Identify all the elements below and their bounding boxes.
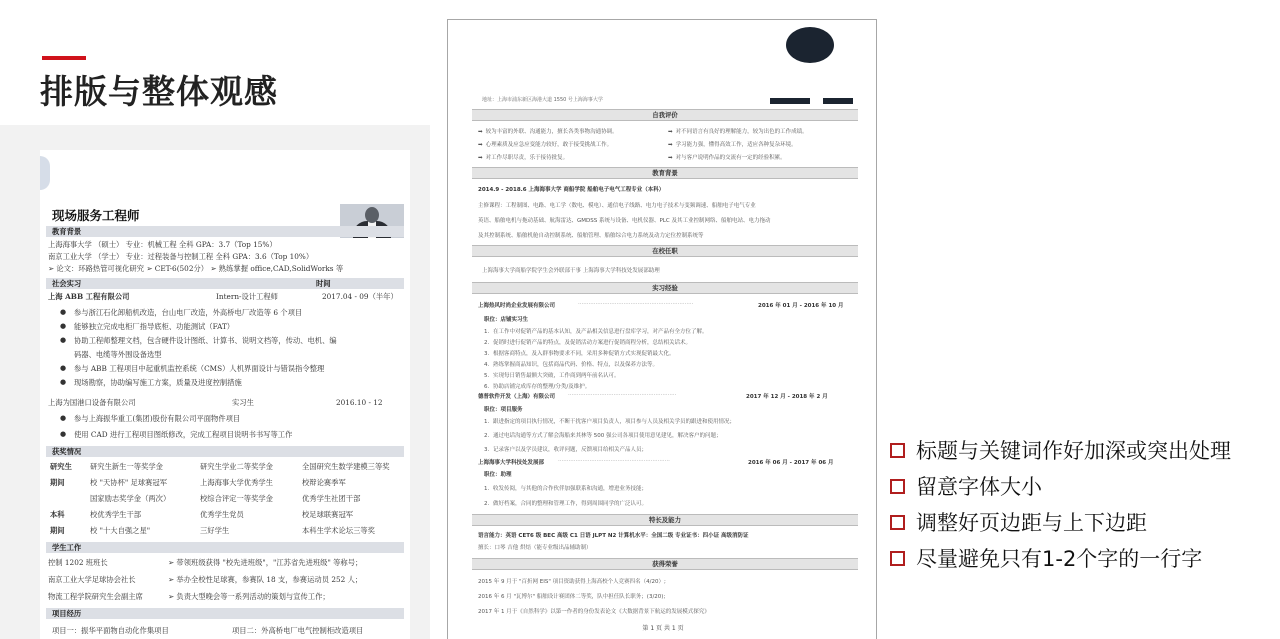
- skills-line: 语言能力：英语 CET6 级 BEC 高级 C1 日语 JLPT N2 计算机水平：全国二级 专业证书：四小证 高级消防证: [478, 533, 749, 539]
- education-extra: ➢ 论文：环路热管可视化研究 ➢ CET-6(502分） ➢ 熟练掌握 office,CAD,SolidWorks 等: [48, 264, 344, 273]
- student-work-role: 控制 1202 班班长: [48, 558, 108, 567]
- award-item: 全国研究生数学建模三等奖: [302, 462, 390, 471]
- checkbox-icon: [890, 551, 905, 566]
- doc-page-footer: 第 1 页 共 1 页: [642, 625, 684, 632]
- skills-line: 擅长：口琴 吉他 烘焙（能专业级出品辅助制）: [478, 545, 592, 551]
- company-time: 2016.10 - 12: [336, 398, 383, 407]
- company-role: Intern-设计工程师: [216, 292, 278, 301]
- job-item: 3．记录客户以及学员建议，收评问题，反馈项目给相关产品人员；: [484, 447, 648, 453]
- award-item: 研究生学业二等奖学金: [200, 462, 273, 471]
- awards-period-label: 期间: [50, 526, 65, 535]
- awards-period-label: 研究生: [50, 462, 72, 471]
- checkbox-icon: [890, 515, 905, 530]
- checkbox-icon: [890, 443, 905, 458]
- practice-item: ● 参与浙江石化卸船机改造，台山电厂改造，外高桥电厂改造等 6 个项目: [74, 308, 302, 318]
- award-item: 校 "十大自强之星": [90, 526, 151, 535]
- job-item: 1．收发传阅，与其他的合作伙伴加强联系和沟通，增进业务技能；: [484, 486, 648, 492]
- job-time: 2017 年 12 月 - 2018 年 2 月: [746, 394, 828, 400]
- tip-text: 留意字体大小: [916, 475, 1042, 499]
- job-title: 职位：项目服务: [484, 407, 523, 413]
- student-work-role: 物流工程学院研究生会副主席: [48, 592, 143, 601]
- job-item: 5．实现每日销售最额大突破，工作商到两年前名认可。: [484, 373, 620, 379]
- section-projects: 项目经历: [46, 608, 404, 619]
- company-line: 上海 ABB 工程有限公司: [48, 292, 130, 301]
- company-line: 上海为国港口设备有限公司: [48, 398, 136, 407]
- practice-item: ● 协助工程师整理文档，包含硬件设计图纸、计算书、说明文档等，传动、电机、编: [74, 336, 337, 346]
- practice-item: ● 参与 ABB 工程项目中起重机监控系统（CMS）人机界面设计与错误指令整理: [74, 364, 324, 374]
- tip-item: [890, 540, 1280, 576]
- job-item: 2．通过电话沟通等方式了解会海船来其林等 500 强公司各项目使用意见建见，解决客户的问题；: [484, 433, 722, 439]
- tip-text: 调整好页边距与上下边距: [916, 511, 1147, 535]
- doc-edu-line: 2014.9 - 2018.6 上海海事大学 商船学院 船舶电子电气工程专业（本科）: [478, 187, 665, 193]
- job-dots: ··································································: [578, 301, 694, 307]
- resume-name: 现场服务工程师: [52, 208, 140, 223]
- awards-period-label: 本科: [50, 510, 65, 519]
- job-company: 德普软件开发（上海）有限公司: [478, 394, 556, 400]
- tips-list: [890, 432, 1280, 576]
- award-item: 校 "天协杯" 足球赛冠军: [90, 478, 168, 487]
- header-band: [823, 98, 853, 104]
- job-item: 3．根据客商特点，及入群事物要求不同，采用多种促销方式实现促销最大化。: [484, 351, 675, 357]
- job-item: 4．熟练掌握商品知识，包括商品代码、价格、特点，以及保养方法等。: [484, 362, 659, 368]
- job-item: 2．促销时进行促销产品的特点，及促销活动方案进行促销商程分析，总结相关话术。: [484, 340, 692, 346]
- education-line: 上海海事大学 （硕士） 专业：机械工程 全科 GPA：3.7（Top 15%）: [48, 240, 277, 249]
- job-dots: ······························································: [568, 392, 677, 398]
- tip-item: [890, 468, 1280, 504]
- checkbox-icon: [890, 479, 905, 494]
- resume-document: [447, 19, 877, 639]
- honor-line: 2015 年 9 月于 "百折网 EIS" 项目资助获得上海高校个人竞赛四名（4/20）;: [478, 579, 666, 585]
- award-item: 国家励志奖学金（两次）: [90, 494, 171, 503]
- practice-item: ● 能够独立完成电柜厂指导底柜、功能测试（FAT）: [74, 322, 234, 332]
- award-item: 三好学生: [200, 526, 230, 535]
- doc-section-self-eval: 自我评价: [472, 109, 858, 121]
- doc-section-education: 教育背景: [472, 167, 858, 179]
- practice-item: ● 使用 CAD 进行工程项目图纸修改，完成工程项目说明书书写等工作: [74, 430, 292, 440]
- award-item: 本科生学术论坛三等奖: [302, 526, 375, 535]
- self-eval-item: ➡ 对不同语言有良好的理解能力，较为出色的工作成绩。: [668, 127, 808, 135]
- section-student-work: 学生工作: [46, 542, 404, 553]
- student-work-detail: ➢ 带领班级获得 "校先进班级"，"江苏省先进班级" 等称号；: [168, 558, 363, 567]
- job-item: 1．在工作中对促销产品的基本认知，及产品相关信息进行盘库学习，对产品有全方位了解。: [484, 329, 708, 335]
- doc-section-internship: 实习经验: [472, 282, 858, 294]
- tip-item: [890, 432, 1280, 468]
- job-item: 1．跟进指定的项目执行情况，不断干扰客户项目负责人，项目参与人员及相关学员的跟进和使用情况；: [484, 419, 736, 425]
- student-work-role: 南京工业大学足球协会社长: [48, 575, 136, 584]
- tip-text: 标题与关键词作好加深或突出处理: [916, 439, 1231, 463]
- section-practice: 社会实习 时间: [46, 278, 404, 289]
- header-band: [770, 98, 810, 104]
- award-item: 校综合评定一等奖学金: [200, 494, 273, 503]
- practice-item: ● 现场勘察，协助编写施工方案，质量及进度控制措施: [74, 378, 242, 388]
- practice-item: ● 参与上海振华重工(集团)股份有限公司平面物件项目: [74, 414, 240, 424]
- award-item: 校足球联赛冠军: [302, 510, 354, 519]
- job-dots: ································································: [558, 458, 670, 464]
- self-eval-item: ➡ 心理素质及应急应变能力较好，敢于接受挑战工作。: [478, 140, 612, 148]
- doc-course-line: 英语、船舶电机与拖动基础、航海雷达、GMDSS 系统与设备、电机仪器、PLC 及其工业控制网络、船舶电站、电力拖动: [478, 218, 771, 224]
- slide-title: 排版与整体观感: [40, 72, 278, 111]
- practice-item-cont: 码器、电缆等外围设备选型: [74, 350, 162, 359]
- job-title: 职位：助理: [484, 472, 512, 478]
- doc-campus-line: 上海海事大学商船学院学生会外联部干事 上海海事大学科技处发展部助理: [482, 268, 660, 274]
- education-line: 南京工业大学 （学士） 专业：过程装备与控制工程 全科 GPA：3.6（Top 10%）: [48, 252, 314, 261]
- honor-line: 2016 年 6 月 "瓦博尔" 船舶设计赛团体二等奖，队中担任队长职务；(3/20);: [478, 594, 666, 600]
- section-education: 教育背景: [46, 226, 404, 237]
- job-company: 上海海事大学科技处发展部: [478, 460, 545, 466]
- resume-example-left: [40, 150, 410, 639]
- awards-period-label: 期间: [50, 478, 65, 487]
- doc-address: 地址：上海市浦东新区海港大道 1550 号上海海事大学: [482, 97, 603, 103]
- job-title: 职位：店铺实习生: [484, 317, 529, 323]
- project-item: 项目二：外高桥电厂电气控制柜改造项目: [232, 626, 364, 635]
- award-item: 优秀学生党员: [200, 510, 244, 519]
- self-eval-item: ➡ 较为丰富的外联、沟通能力，擅长各类事物沟通协调。: [478, 127, 618, 135]
- tip-text: 尽量避免只有1-2个字的一行字: [916, 547, 1203, 571]
- award-item: 研究生新生一等奖学金: [90, 462, 163, 471]
- award-item: 校优秀学生干部: [90, 510, 142, 519]
- tip-item: [890, 504, 1280, 540]
- company-time: 2017.04 - 09（半年）: [322, 292, 398, 301]
- award-item: 上海海事大学优秀学生: [200, 478, 273, 487]
- project-item: 项目一：振华平面物自动化作集项目: [52, 626, 169, 635]
- student-work-detail: ➢ 举办全校性足球赛，参赛队 18 支，参赛运动员 252 人；: [168, 575, 363, 584]
- doc-course-line: 及其控制系统、船舶机舱自动控制系统、船舶管理、船舶综合电力系统及动力定位控制系统等: [478, 233, 704, 239]
- student-work-detail: ➢ 负责大型晚会等一系列活动的策划与宣传工作；: [168, 592, 330, 601]
- doc-course-line: 主修课程：工程制图、电路、电工学（数电、模电）、通信电子线路、电力电子技术与变频调速、船舶电子电气专业: [478, 203, 756, 209]
- self-eval-item: ➡ 对与客户说明作品的交流有一定的经验积累。: [668, 153, 786, 161]
- honor-line: 2017 年 1 月于《自然科学》以第一作者的身份发表论文《大数据背景下航运的发展模式探究》: [478, 609, 710, 615]
- section-awards: 获奖情况: [46, 446, 404, 457]
- doc-section-honors: 获得荣誉: [472, 558, 858, 570]
- photo-placeholder: [786, 27, 834, 63]
- resume-decoration: [40, 156, 50, 190]
- job-company: 上海热风时尚企业发展有限公司: [478, 303, 556, 309]
- company-role: 实习生: [232, 398, 254, 407]
- title-accent-bar: [42, 56, 86, 60]
- job-time: 2016 年 01 月 - 2016 年 10 月: [758, 303, 844, 309]
- job-time: 2016 年 06 月 - 2017 年 06 月: [748, 460, 834, 466]
- self-eval-item: ➡ 对工作尽职尽责，乐于接待批复。: [478, 153, 568, 161]
- self-eval-item: ➡ 学习能力强，懂得高效工作，适应各种复杂环境。: [668, 140, 797, 148]
- award-item: 校辩论赛季军: [302, 478, 346, 487]
- job-item: 2．做好档案，合同的整理和管理工作，得到周围同学的广泛认可。: [484, 501, 648, 507]
- doc-section-campus: 在校任职: [472, 245, 858, 257]
- doc-section-skills: 特长及能力: [472, 514, 858, 526]
- award-item: 优秀学生社团干部: [302, 494, 361, 503]
- job-item: 6．协助店铺完成库存的整理/分类/及维护。: [484, 384, 591, 390]
